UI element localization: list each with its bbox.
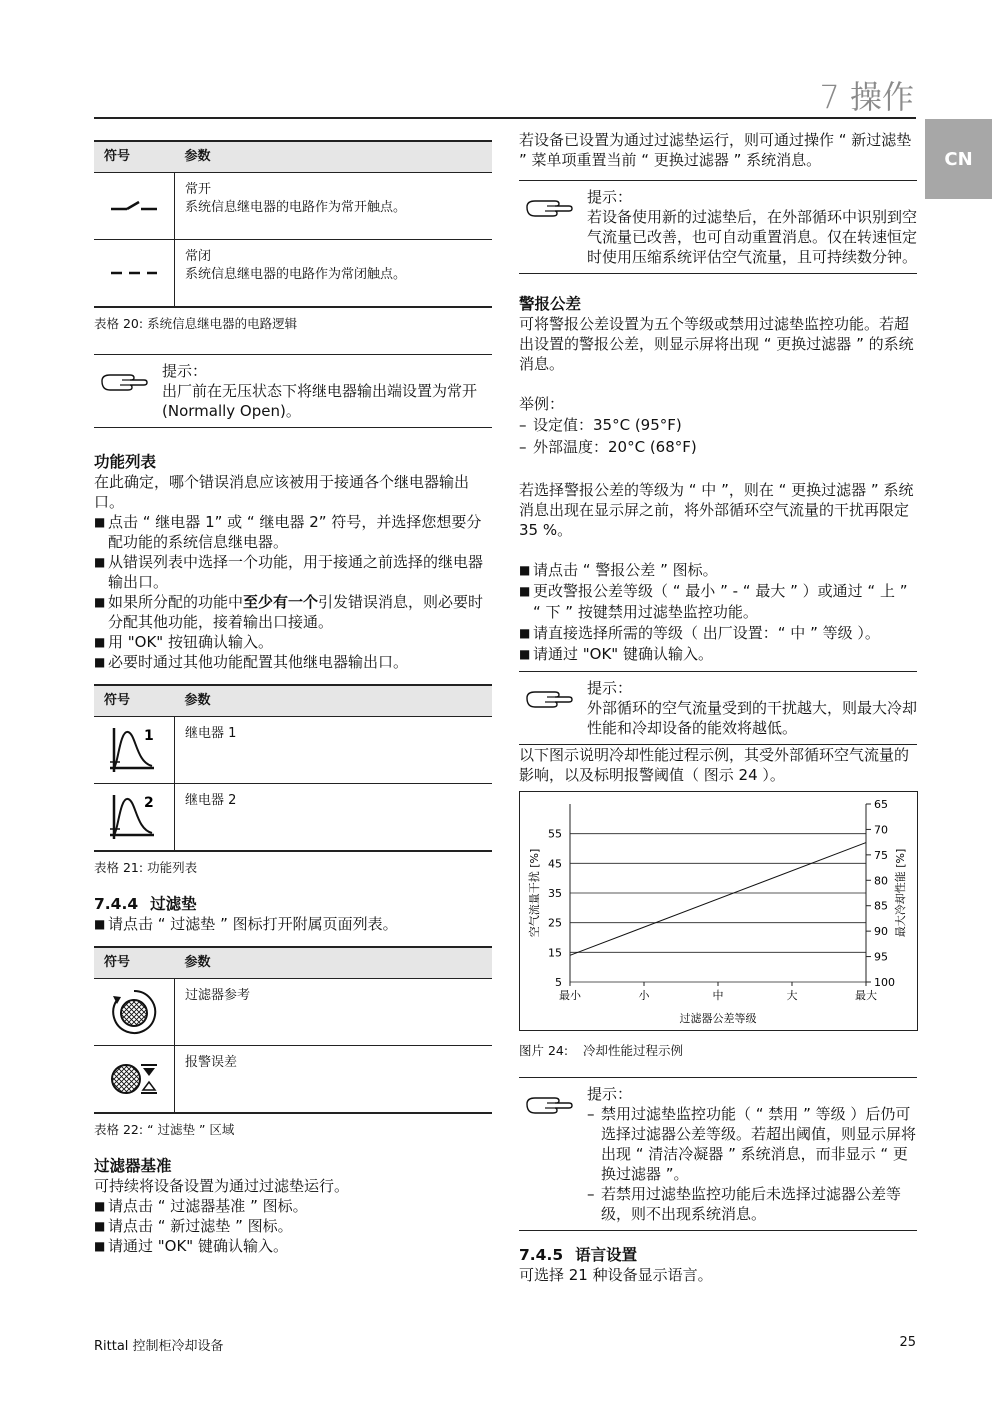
table-row (94, 1046, 492, 1114)
bullet-list (94, 512, 492, 672)
list-item: ■ 用 "OK" 按钮确认输入。 (94, 632, 492, 652)
list-item: – 禁用过滤垫监控功能（ “ 禁用 ” 等级 ）后仍可选择过滤器公差等级。若超出阈值，则显示屏将出现 “ 清洁冷凝器 ” 系统消息，而非显示 “ 更换过滤器 ”。 (587, 1104, 917, 1184)
pointing-hand-icon (525, 1090, 573, 1116)
list-item: ■ 更改警报公差等级（ “ 最小 ” - “ 最大 ” ）或通过 “ 上 ” “ 下 ” 按键禁用过滤垫监控功能。 (519, 581, 917, 623)
list-item: – 设定值：35°C (95°F) (519, 414, 917, 436)
section-heading (519, 1245, 917, 1265)
page-number: 25 (899, 1335, 916, 1350)
figure-label: 图片 24: (519, 1043, 569, 1058)
section-number: 7.4.5 (519, 1246, 564, 1264)
y-axis-label: 空气流量干扰 [%] (528, 848, 541, 938)
list-item: ■ 如果所分配的功能中至少有一个引发错误消息，则必要时分配其他功能，接着输出口接通。 (94, 592, 492, 632)
normally-closed-contact-icon (109, 266, 159, 280)
table-caption: 表格 22: “ 过滤垫 ” 区域 (94, 1122, 235, 1137)
note-text: 出厂前在无压状态下将继电器输出端设置为常开 (Normally Open)。 (162, 382, 478, 420)
y2-tick-label: 100 (874, 976, 895, 989)
cell-label: 常开 (185, 182, 212, 197)
language-tab: CN (925, 119, 992, 199)
section-heading: 警报公差 (519, 295, 582, 313)
table-header-symbol: 符号 (94, 685, 175, 717)
y2-tick-label: 95 (874, 950, 888, 964)
y-tick-label: 5 (555, 976, 562, 989)
table-row (94, 240, 492, 308)
list-item: – 若禁用过滤垫监控功能后未选择过滤器公差等级，则不出现系统消息。 (587, 1184, 917, 1224)
note-title: 提示： (587, 1085, 633, 1103)
list-item: ■ 从错误列表中选择一个功能，用于接通之前选择的继电器输出口。 (94, 552, 492, 592)
relay-1-curve-icon (108, 724, 160, 776)
paragraph: 若选择警报公差的等级为 “ 中 ”，则在 “ 更换过滤器 ” 系统消息出现在显示屏之前，将外部循环空气流量的干扰再限定 35 %。 (519, 481, 914, 539)
chapter-title: 7 操作 (819, 78, 914, 116)
y-tick-label: 15 (548, 946, 562, 960)
y-tick-label: 55 (548, 827, 562, 841)
list-item: ■ 必要时通过其他功能配置其他继电器输出口。 (94, 652, 492, 672)
list-item: ■ 请通过 "OK" 键确认输入。 (94, 1236, 492, 1256)
cell-label: 继电器 2 (185, 793, 237, 808)
note-title: 提示： (587, 188, 633, 206)
y-tick-label: 45 (548, 857, 562, 871)
normally-open-contact-icon (109, 199, 159, 213)
x-tick-label: 最大 (855, 989, 877, 1002)
table-caption: 表格 20: 系统信息继电器的电路逻辑 (94, 316, 298, 331)
cell-label: 常闭 (185, 249, 212, 264)
left-column (94, 140, 492, 1256)
x-tick-label: 大 (786, 989, 798, 1002)
x-tick-label: 中 (712, 989, 724, 1002)
pointing-hand-icon (100, 367, 148, 393)
pointing-hand-icon (525, 193, 573, 219)
x-tick-label: 最小 (559, 989, 581, 1002)
table-21 (94, 684, 492, 852)
table-row (94, 784, 492, 852)
bullet-list (519, 560, 917, 665)
table-header-param: 参数 (175, 685, 493, 717)
filter-reference-icon (109, 987, 159, 1037)
table-22 (94, 946, 492, 1114)
table-header-param: 参数 (175, 947, 493, 979)
right-column (519, 130, 917, 1285)
table-header-param: 参数 (175, 141, 493, 173)
note-title: 提示： (587, 679, 633, 697)
note-text: 外部循环的空气流量受到的干扰越大，则最大冷却性能和冷却设备的能效将越低。 (587, 699, 918, 737)
paragraph: 可选择 21 种设备显示语言。 (519, 1266, 713, 1284)
paragraph: 在此确定，哪个错误消息应该被用于接通各个继电器输出口。 (94, 473, 470, 511)
cell-desc: 系统信息继电器的电路作为常闭触点。 (185, 267, 407, 282)
list-item: ■ 请点击 “ 新过滤垫 ” 图标。 (94, 1216, 492, 1236)
cell-label: 继电器 1 (185, 726, 237, 741)
note-box (94, 354, 492, 428)
note-text: 若设备使用新的过滤垫后，在外部循环中识别到空气流量已改善，也可自动重置消息。仅在转速恒定时使用压缩系统评估空气流量，且可持续数分钟。 (587, 208, 918, 266)
table-header-symbol: 符号 (94, 141, 175, 173)
pointing-hand-icon (525, 684, 573, 710)
figure-title: 冷却性能过程示例 (583, 1043, 684, 1058)
note-box (519, 1077, 917, 1231)
table-20 (94, 140, 492, 308)
footer-doc-title: Rittal 控制柜冷却设备 (94, 1339, 224, 1354)
section-heading: 过滤器基准 (94, 1157, 172, 1175)
section-title: 过滤垫 (150, 895, 197, 913)
series-line (570, 843, 866, 956)
line-chart (520, 792, 917, 1030)
chart-frame (519, 791, 918, 1031)
y2-tick-label: 75 (874, 848, 888, 862)
figure-caption (519, 1041, 917, 1061)
svg-text:2: 2 (144, 795, 154, 811)
section-heading: 功能列表 (94, 453, 157, 471)
y2-tick-label: 80 (874, 874, 888, 888)
x-tick-label: 小 (638, 989, 650, 1002)
paragraph: 若设备已设置为通过过滤垫运行，则可通过操作 “ 新过滤垫 ” 菜单项重置当前 “ 更换过滤器 ” 系统消息。 (519, 131, 912, 169)
table-caption: 表格 21: 功能列表 (94, 860, 198, 875)
list-item: ■ 请通过 "OK" 键确认输入。 (519, 644, 917, 665)
cell-label: 过滤器参考 (185, 988, 251, 1003)
list-item: ■ 请点击 “ 警报公差 ” 图标。 (519, 560, 917, 581)
y2-tick-label: 85 (874, 899, 888, 913)
section-title: 语言设置 (575, 1246, 638, 1264)
table-header-symbol: 符号 (94, 947, 175, 979)
y2-tick-label: 65 (874, 798, 888, 811)
paragraph: 以下图示说明冷却性能过程示例，其受外部循环空气流量的影响，以及标明报警阈值（ 图示 24 ）。 (519, 746, 910, 784)
list-item: ■ 请点击 “ 过滤垫 ” 图标打开附属页面列表。 (94, 914, 492, 934)
y-tick-label: 35 (548, 887, 562, 900)
bullet-list (94, 1196, 492, 1256)
section-heading (94, 894, 492, 914)
section-number: 7.4.4 (94, 895, 139, 913)
svg-text:1: 1 (144, 728, 154, 744)
paragraph: 举例： (519, 395, 565, 413)
cell-desc: 系统信息继电器的电路作为常开触点。 (185, 200, 407, 215)
note-box (519, 180, 917, 274)
table-row (94, 717, 492, 784)
list-item: ■ 请点击 “ 过滤器基准 ” 图标。 (94, 1196, 492, 1216)
note-list (587, 1104, 917, 1224)
relay-2-curve-icon (108, 791, 160, 843)
example-list (519, 414, 917, 458)
paragraph: 可持续将设备设置为通过过滤垫运行。 (94, 1177, 350, 1195)
list-item: – 外部温度：20°C (68°F) (519, 436, 917, 458)
list-item: ■ 请直接选择所需的等级（ 出厂设置：“ 中 ” 等级 ）。 (519, 623, 917, 644)
list-item: ■ 点击 “ 继电器 1” 或 “ 继电器 2” 符号，并选择您想要分配功能的系统信息继电器。 (94, 512, 492, 552)
table-row (94, 979, 492, 1046)
table-row (94, 173, 492, 240)
note-title: 提示： (162, 362, 208, 380)
y2-tick-label: 90 (874, 925, 888, 939)
y2-axis-label: 最大冷却性能 [%] (894, 848, 907, 938)
bold-text: 至少有一个 (243, 593, 319, 611)
paragraph: 可将警报公差设置为五个等级或禁用过滤垫监控功能。若超出设置的警报公差，则显示屏将出现 “ 更换过滤器 ” 的系统消息。 (519, 315, 914, 373)
y2-tick-label: 70 (874, 823, 888, 837)
x-axis-label: 过滤器公差等级 (679, 1012, 757, 1025)
note-box (519, 671, 917, 745)
alarm-tolerance-icon (109, 1059, 159, 1099)
bullet-list (94, 914, 492, 934)
cell-label: 报警误差 (185, 1055, 238, 1070)
header-rule (94, 117, 916, 119)
y-tick-label: 25 (548, 916, 562, 930)
